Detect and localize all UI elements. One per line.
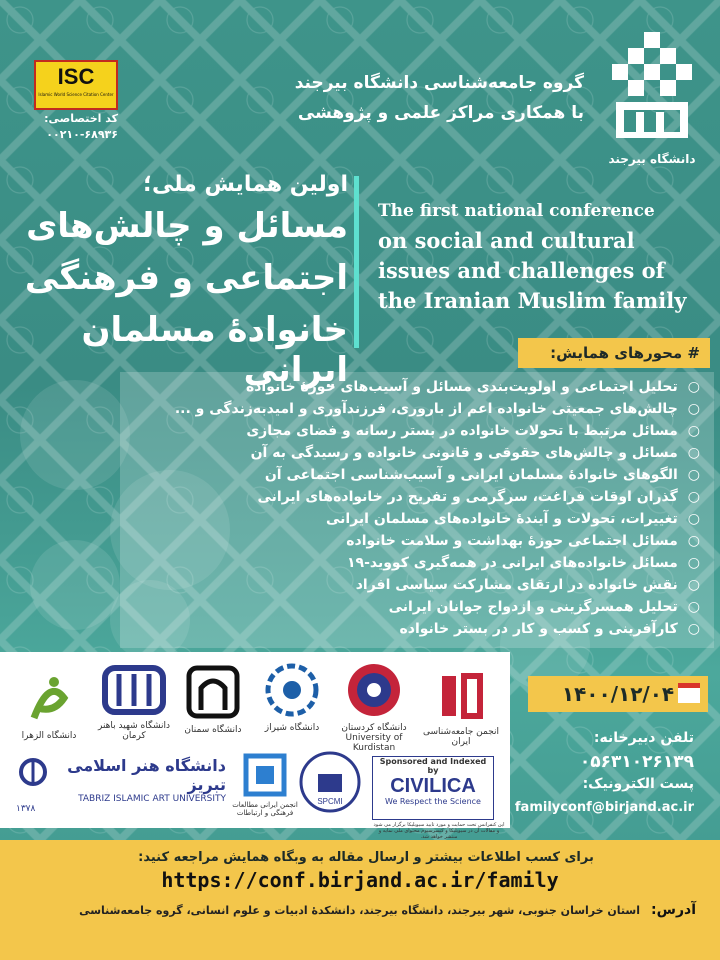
topic-text: تغییرات، تحولات و آیندۀ خانواده‌های مسلمان ایرانی (325, 511, 678, 527)
english-title (378, 196, 698, 316)
topic-text: تحلیل همسرگزینی و ازدواج جوانان ایرانی (388, 599, 678, 615)
circle-bullet-icon: ○ (687, 621, 700, 637)
topics-panel (120, 372, 714, 648)
topic-item (130, 618, 700, 640)
semnan-logo (178, 662, 248, 735)
title-line-3: خانوادۀ مسلمان ایرانی (81, 310, 348, 390)
topic-item (130, 596, 700, 618)
topic-text: چالش‌های جمعیتی خانواده اعم از باروری، فرزندآوری و امیدبه‌زندگی و ... (174, 401, 678, 417)
kurdistan-logo (334, 660, 414, 753)
website-link[interactable]: https://conf.birjand.ac.ir/family (161, 868, 559, 892)
calendar-icon (678, 683, 700, 703)
phone-number: ۰۵۶۳۱۰۲۶۱۳۹ (579, 752, 694, 772)
civilica-slogan: We Respect the Science (385, 797, 481, 806)
phone-label: تلفن دبیرخانه: (593, 730, 694, 746)
circle-bullet-icon: ○ (687, 599, 700, 615)
spcmi-caption: SPCMI (317, 797, 343, 806)
topic-item (130, 530, 700, 552)
english-title-line-4: the Iranian Muslim family (378, 288, 687, 313)
topic-item (130, 464, 700, 486)
circle-bullet-icon: ○ (687, 511, 700, 527)
alzahra-logo (14, 668, 84, 741)
civilica-note: این کنفرانس تحت حمایت و مورد تایید سیویلیکا برگزار می شود و مقالات آن در سیویلیکا و کنسرسیوم محتوای ملی نمایه و منتشر خواهد شد. (373, 822, 505, 840)
topic-text: مسائل و چالش‌های حقوقی و قانونی خانواده و رسیدگی به آن (250, 445, 678, 461)
organizer-line-1: گروه جامعه‌شناسی دانشگاه بیرجند (294, 73, 584, 93)
topic-item (130, 508, 700, 530)
iranian-sociology-caption: انجمن جامعه‌شناسی ایران (422, 727, 500, 747)
shiraz-logo (252, 660, 332, 733)
address-label: آدرس: (651, 902, 696, 918)
code-value: ۰۰۲۱۰-۶۸۹۳۶ (46, 128, 118, 141)
tabriz-art-logo (16, 756, 226, 814)
conference-subtitle: اولین همایش ملی؛ (143, 172, 348, 197)
topic-text: مسائل خانواده‌های ایرانی در همه‌گیری کووید-۱۹ (346, 555, 678, 571)
bahonar-logo (92, 662, 176, 741)
partner-logos-panel (0, 652, 510, 840)
circle-bullet-icon: ○ (687, 555, 700, 571)
semnan-caption: دانشگاه سمنان (184, 725, 242, 735)
cultural-studies-caption: انجمن ایرانی مطالعات فرهنگی و ارتباطات (232, 801, 298, 817)
topic-text: مسائل اجتماعی حوزۀ بهداشت و سلامت خانواده (346, 533, 678, 549)
title-line-2: اجتماعی و فرهنگی (24, 258, 348, 298)
birjand-university-logo (606, 28, 698, 178)
topic-item (130, 376, 700, 398)
alzahra-caption: دانشگاه الزهرا (21, 731, 77, 741)
english-title-line-1: The first national conference (378, 201, 655, 221)
conference-date (528, 676, 708, 712)
kurdistan-caption-en: University of Kurdistan (345, 733, 403, 753)
code-label: کد اختصاصی: (44, 112, 118, 125)
topic-item (130, 420, 700, 442)
topic-text: گذران اوقات فراغت، سرگرمی و تفریح در خانواده‌های ایرانی (257, 489, 678, 505)
email-link[interactable]: familyconf@birjand.ac.ir (514, 800, 694, 815)
bahonar-caption: دانشگاه شهید باهنر کرمان (98, 721, 170, 741)
topic-text: کارآفرینی و کسب و کار در بستر خانواده (399, 621, 678, 637)
topic-text: نقش خانواده در ارتقای مشارکت سیاسی افراد (355, 577, 678, 593)
organizer-line-2: با همکاری مراکز علمی و پژوهشی (297, 103, 584, 123)
circle-bullet-icon: ○ (687, 423, 700, 439)
topic-text: تحلیل اجتماعی و اولویت‌بندی مسائل و آسیب‌های حوزۀ خانواده (245, 379, 678, 395)
isc-logo-subtext: Islamic World Science Citation Center (38, 92, 114, 97)
isc-logo (34, 60, 118, 110)
circle-bullet-icon: ○ (687, 489, 700, 505)
email-label: پست الکترونیک: (582, 776, 694, 792)
footer-note: برای کسب اطلاعات بیشتر و ارسال مقاله به وبگاه همایش مراجعه کنید: (138, 850, 594, 865)
megaphone-icon (30, 540, 120, 630)
civilica-sponsor-text: Sponsored and Indexed by (379, 757, 487, 775)
topic-item (130, 486, 700, 508)
topic-item (130, 398, 700, 420)
birjand-university-caption: دانشگاه بیرجند (608, 152, 696, 166)
circle-bullet-icon: ○ (687, 445, 700, 461)
tabriz-art-caption-fa: دانشگاه هنر اسلامی تبریز (67, 756, 226, 794)
topic-text: مسائل مرتبط با تحولات خانواده در بستر رسانه و فضای مجازی (246, 423, 678, 439)
topic-text: الگوهای خانوادۀ مسلمان ایرانی و آسیب‌شناسی اجتماعی آن (264, 467, 678, 483)
kurdistan-caption-fa: دانشگاه کردستان (341, 723, 407, 733)
circle-bullet-icon: ○ (687, 401, 700, 417)
isc-logo-text: ISC (57, 64, 95, 89)
circle-bullet-icon: ○ (687, 467, 700, 483)
civilica-logo (372, 756, 494, 820)
spcmi-logo (290, 750, 370, 817)
topic-item (130, 442, 700, 464)
circle-bullet-icon: ○ (687, 379, 700, 395)
topics-heading: # محورهای همایش: (518, 338, 710, 368)
circle-bullet-icon: ○ (687, 577, 700, 593)
english-title-line-2: on social and cultural (378, 228, 635, 253)
organizer-text (144, 68, 584, 128)
english-title-line-3: issues and challenges of (378, 258, 665, 283)
iranian-sociology-logo (416, 668, 506, 747)
circle-bullet-icon: ○ (687, 533, 700, 549)
title-divider (354, 176, 359, 348)
address-text: استان خراسان جنوبی، شهر بیرجند، دانشگاه بیرجند، دانشکدۀ ادبیات و علوم انسانی، گروه جامعه‌شناسی (79, 904, 640, 917)
topic-item (130, 574, 700, 596)
date-text: ۱۴۰۰/۱۲/۰۴ (561, 682, 675, 706)
tabriz-art-caption-en: TABRIZ ISLAMIC ART UNIVERSITY (78, 794, 226, 804)
tabriz-art-year: ۱۳۷۸ (16, 804, 36, 814)
topic-item (130, 552, 700, 574)
people-icon (20, 380, 130, 490)
shiraz-caption: دانشگاه شیراز (264, 723, 320, 733)
title-line-1: مسائل و چالش‌های (26, 206, 348, 246)
civilica-name: CIVILICA (390, 775, 476, 797)
